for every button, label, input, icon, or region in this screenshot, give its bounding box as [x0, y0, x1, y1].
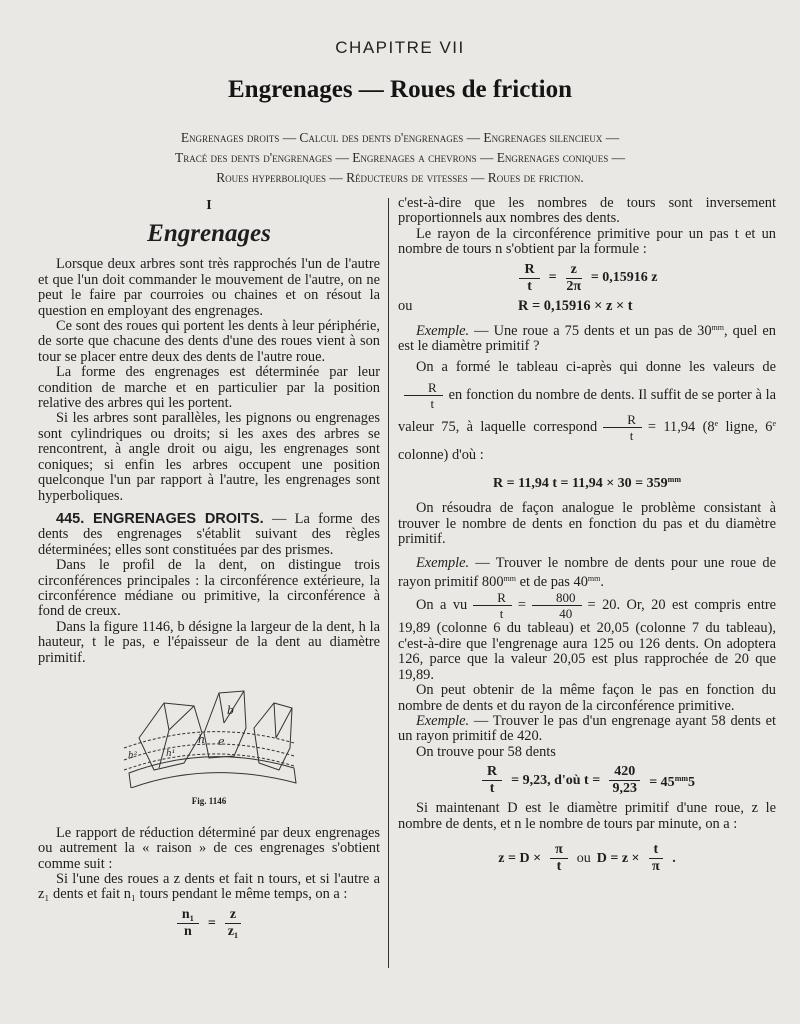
- paragraph: Si maintenant D est le diamètre primitif d'une roue, z le nombre de dents, et n le nombre de tours par minute, on a :: [398, 800, 776, 832]
- example-3: Exemple. — Trouver le pas d'un engrenage ayant 58 dents et un rayon primitif de 420.: [398, 712, 776, 745]
- label-h1: h¹: [166, 748, 176, 759]
- chapter-number: CHAPITRE VII: [335, 38, 465, 57]
- article-heading: 445. ENGRENAGES DROITS.: [56, 510, 264, 527]
- example-1: Exemple. — Une roue a 75 dents et un pas de $30^{mm}$, quel en est le diamètre primitif ?: [398, 323, 776, 355]
- paragraph-example-2-solution: On a vu $\frac{R}{t}$ = $\frac{800}{40}$ = 20. Or, 20 est compris entre 19,89 (colonne 6 du tableau) et 20,05 (colonne 7 du tableau), c'est-à-dire que l'engrenage aura 125 ou 126 dents. On adoptera 126, parce que la valeur 20,05 est plus rapprochée de 20 que 19,89.: [398, 590, 776, 683]
- figure-1146: [38, 688, 380, 810]
- chapter-title: Engrenages — Roues de friction: [228, 76, 572, 103]
- paragraph-table: On a formé le tableau ci-après qui donne les valeurs de $\frac{R}{t}$ en fonction du nombre de dents. Il suffit de se porter à la valeur 75, à laquelle correspond $\frac{R}{t}$ = 11,94 (8e ligne, 6e colonne) d'où :: [398, 358, 776, 464]
- label-b: b: [227, 703, 235, 717]
- gear-teeth-illustration: [114, 688, 304, 788]
- paragraph: Dans le profil de la dent, on distingue trois circonférences principales : la circonférence extérieure, la circonférence médiane ou primitive, la circonférence à fond de creux.: [38, 557, 380, 620]
- summary-line: Engrenages droits — Calcul des dents d'engrenages — Engrenages silencieux —: [180, 130, 620, 145]
- paragraph: Lorsque deux arbres sont très rapprochés l'un de l'autre et que l'un doit commander le mouvement de l'autre, on ne peut le faire par courroies ou chaines et on résout la question en employant des engrenages.: [38, 256, 380, 319]
- paragraph: Le rapport de réduction déterminé par deux engrenages ou autrement la « raison » de ces engrenages s'obtient comme suit :: [38, 824, 380, 872]
- paragraph: On trouve pour 58 dents: [416, 743, 556, 760]
- right-column: [398, 196, 776, 879]
- chapter-summary: [20, 128, 780, 188]
- formula-radius: $\frac{R}{t}$ = $\frac{z}{2\pi}$ = 0,15916 z: [398, 262, 776, 295]
- paragraph: La forme des engrenages est déterminée par leur condition de marche et en particulier par la position relative des arbres qui les portent.: [38, 364, 380, 412]
- section-number: I: [206, 198, 212, 213]
- formula-example-3: $\frac{R}{t}$ = 9,23, d'où t = $\frac{420}{9,23}$ = $45^{mm}5$: [398, 764, 776, 797]
- paragraph: Ce sont des roues qui portent les dents à leur périphérie, de sorte que chacune des dents d'une des roues vient à son tour se placer entre deux des dents de l'autre roue.: [38, 318, 380, 365]
- paragraph: Si les arbres sont parallèles, les pignons ou engrenages sont cylindriques ou droits; si les axes des arbres se rencontrent, à angle droit ou aigu, les engrenages sont coniques; si enfin les arbres occupent une position quelconque l'un par rapport à l'autre, les engrenages sont hyperboliques.: [38, 410, 380, 504]
- paragraph: Le rayon de la circonférence primitive pour un pas t et un nombre de tours n s'obtient par la formule :: [398, 225, 776, 258]
- summary-line: Tracé des dents d'engrenages — Engrenages a chevrons — Engrenages coniques —: [175, 150, 625, 165]
- example-2: Exemple. — Trouver le nombre de dents pour une roue de rayon primitif $800^{mm}$ et de pas $40^{mm}$.: [398, 554, 776, 591]
- figure-caption: Fig. 1146: [191, 796, 227, 807]
- column-divider: [388, 198, 389, 968]
- paragraph: Dans la figure 1146, b désigne la largeur de la dent, h la hauteur, t le pas, e l'épaisseur de la dent au diamètre primitif.: [38, 618, 380, 666]
- paragraph: On résoudra de façon analogue le problème consistant à trouver le nombre de dents en fonction du pas et du diamètre primitif.: [398, 500, 776, 548]
- summary-line: Roues hyperboliques — Réducteurs de vitesses — Roues de friction.: [216, 170, 584, 185]
- section-title: Engrenages: [147, 220, 271, 248]
- label-e: e: [218, 734, 225, 748]
- paragraph-445: 445. ENGRENAGES DROITS. — La forme des dents des engrenages s'établit suivant des règles déterminées; elles sont constituées par des prismes.: [38, 510, 380, 558]
- label-h: h: [198, 732, 206, 746]
- label-h2: h²: [128, 750, 138, 761]
- formula-radius-alt: ou R = 0,15916 × z × t: [398, 297, 633, 314]
- left-column: [38, 196, 380, 944]
- formula-diameter: z = D × $\frac{\pi}{t}$ ou D = z × $\frac{t}{\pi}$ .: [498, 841, 676, 874]
- paragraph: On peut obtenir de la même façon le pas en fonction du nombre de dents et du rayon de la circonférence primitive.: [398, 682, 776, 714]
- formula-ratio: $\frac{\text{n₁}}{n}$ = $\frac{z}{\text{z₁}}$: [38, 907, 380, 940]
- paragraph: Si l'une des roues a z dents et fait n tours, et si l'autre a z₁ dents et fait n₁ tours pendant le même temps, on a :: [38, 871, 380, 903]
- paragraph: c'est-à-dire que les nombres de tours sont inversement proportionnels aux nombres des dents.: [398, 195, 776, 227]
- formula-example-1: R = 11,94 $t = 11,94 \times 30 = 359^{mm}$: [493, 475, 681, 492]
